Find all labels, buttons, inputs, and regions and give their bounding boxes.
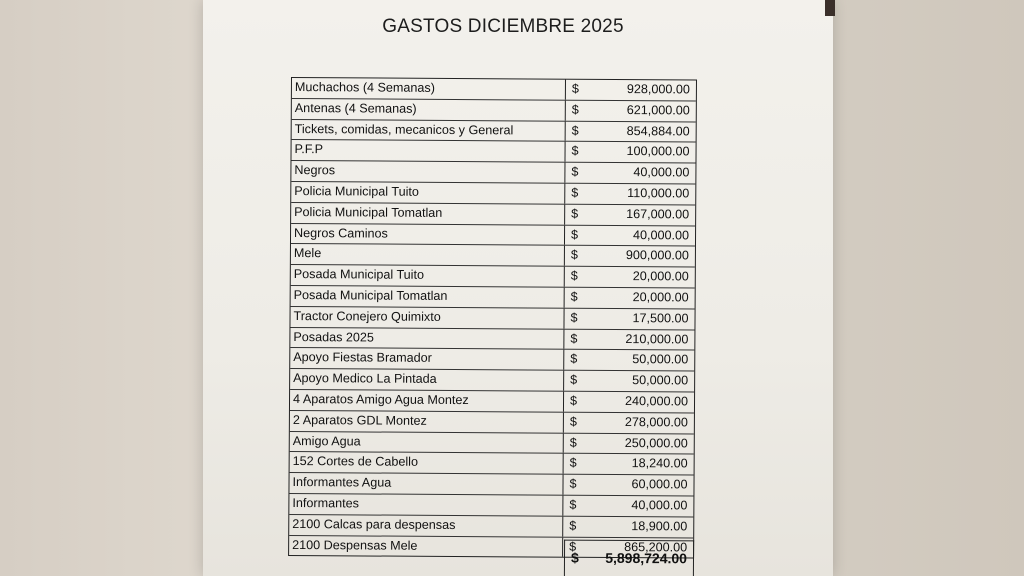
table-row [291,286,695,309]
row-currency: $ [569,476,577,491]
table-row [292,99,696,122]
table-row [291,161,695,184]
table-row [290,328,694,351]
row-currency: $ [569,393,578,408]
table-row [291,244,695,267]
row-concept: 2100 Calcas para despensas [289,515,563,536]
row-currency: $ [571,144,579,159]
row-concept: Apoyo Medico La Pintada [290,369,564,390]
row-currency: $ [570,372,578,387]
row-amount: 18,900.00 [631,518,688,534]
row-amount: 210,000.00 [625,331,689,346]
row-amount: 20,000.00 [632,269,689,284]
row-concept: Posada Municipal Tuito [291,265,565,286]
row-concept: 2100 Despensas Mele [289,536,563,557]
row-currency: $ [570,310,578,325]
row-concept: Informantes [289,494,563,515]
row-concept: Policia Municipal Tuito [291,182,565,203]
row-currency: $ [570,331,578,346]
row-concept: Apoyo Fiestas Bramador [290,348,564,369]
row-currency: $ [570,268,578,283]
total-box [564,540,694,576]
table-row [291,182,695,205]
row-currency: $ [571,227,579,242]
row-concept: Mele [291,244,565,265]
row-currency: $ [569,539,577,554]
row-concept: 2 Aparatos GDL Montez [290,411,564,432]
row-currency: $ [571,206,579,221]
row-concept: Muchachos (4 Semanas) [292,78,566,99]
table-row [291,140,695,163]
row-amount: 928,000.00 [626,82,690,97]
row-currency: $ [569,414,577,429]
table-row [291,203,695,226]
table-row [292,120,696,143]
total-currency: $ [570,549,579,566]
table-row [292,78,696,101]
row-currency: $ [570,352,578,367]
row-amount: 60,000.00 [631,477,688,492]
row-concept: Negros [291,161,565,182]
table-row [291,224,695,247]
row-amount: 110,000.00 [627,186,690,201]
table-row [289,473,693,496]
row-concept: Tickets, comidas, mecanicos y General [292,120,566,141]
row-amount: 17,500.00 [632,310,689,326]
row-concept: Posadas 2025 [290,328,564,349]
row-concept: Amigo Agua [290,432,564,453]
row-amount: 621,000.00 [626,102,690,118]
row-currency: $ [569,456,577,471]
table-row [290,390,694,413]
row-currency: $ [569,435,577,450]
table-row [289,515,693,538]
row-concept: 152 Cortes de Cabello [290,452,564,473]
table-row [291,265,695,288]
row-concept: Informantes Agua [289,473,563,494]
row-amount: 50,000.00 [632,352,689,367]
table-row [290,452,694,475]
row-amount: 865,200.00 [624,539,688,554]
expense-sheet [203,0,833,576]
row-amount: 854,884.00 [626,123,690,139]
page-title: GASTOS DICIEMBRE 2025 [382,16,624,37]
row-currency: $ [571,102,579,117]
row-currency: $ [571,185,579,200]
table-row [290,432,694,455]
corner-mark [825,0,835,16]
table-row [290,307,694,330]
total-amount: 5,898,724.00 [605,549,688,567]
row-amount: 50,000.00 [632,373,689,388]
row-amount: 167,000.00 [626,206,690,222]
table-row [290,411,694,434]
expense-table [288,77,697,559]
row-currency: $ [571,123,579,138]
row-amount: 900,000.00 [625,248,689,263]
row-currency: $ [571,164,579,179]
row-concept: 4 Aparatos Amigo Agua Montez [290,390,564,411]
table-row [290,369,694,392]
table-row [289,494,693,517]
row-concept: Negros Caminos [291,224,565,245]
row-amount: 100,000.00 [626,144,690,159]
row-concept: Policia Municipal Tomatlan [291,203,565,224]
table-row [290,348,694,371]
row-amount: 40,000.00 [633,165,690,180]
row-amount: 18,240.00 [631,456,688,471]
row-currency: $ [569,518,577,533]
row-amount: 40,000.00 [631,498,688,513]
row-concept: Antenas (4 Semanas) [292,99,566,120]
row-currency: $ [570,289,578,304]
row-concept: Posada Municipal Tomatlan [291,286,565,307]
row-amount: 240,000.00 [624,393,689,409]
row-concept: P.F.P [291,140,565,161]
row-amount: 250,000.00 [624,435,688,450]
row-currency: $ [570,248,578,263]
row-concept: Tractor Conejero Quimixto [290,307,564,328]
row-amount: 20,000.00 [632,290,689,305]
row-currency: $ [569,497,577,512]
row-amount: 40,000.00 [632,227,690,243]
row-currency: $ [571,81,579,96]
row-amount: 278,000.00 [624,414,688,430]
